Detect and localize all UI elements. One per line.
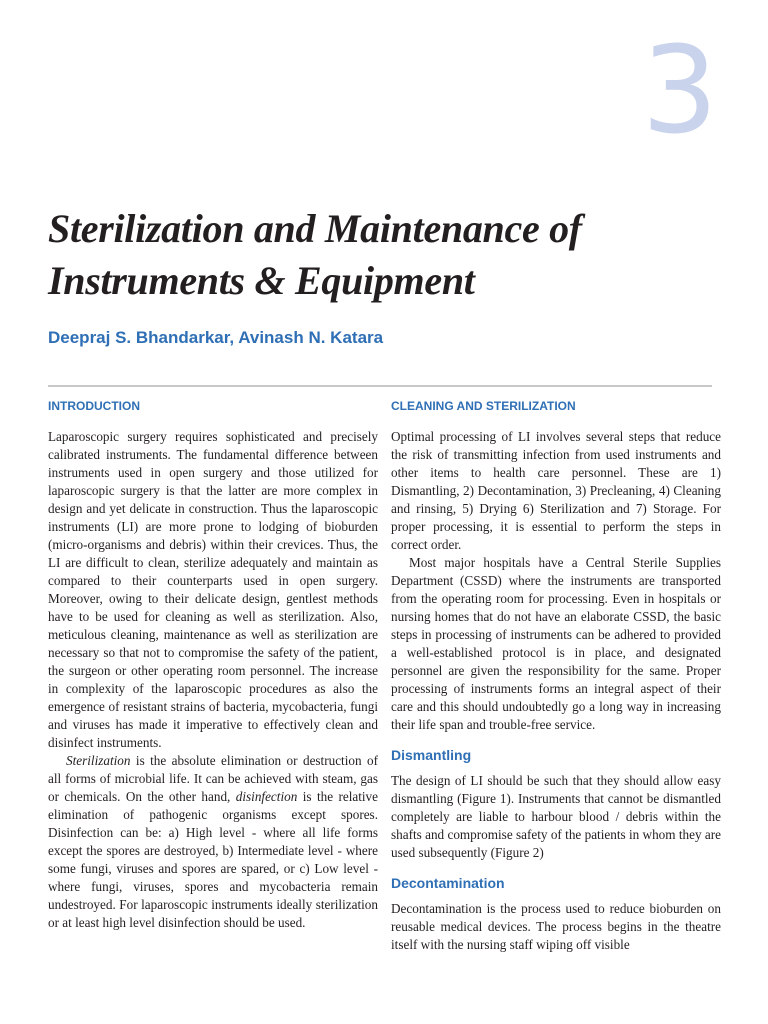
decontamination-paragraph: Decontamination is the process used to reduce bioburden on reusable medical devices. The process begins in the theatre itself with the nursing staff wiping off visible: [391, 901, 721, 952]
subheading-dismantling: Dismantling: [391, 747, 472, 763]
section-heading-cleaning: CLEANING AND STERILIZATION: [391, 399, 576, 413]
authors: Deepraj S. Bhandarkar, Avinash N. Katara: [48, 328, 384, 347]
intro-paragraph-1: Laparoscopic surgery requires sophisticated and precisely calibrated instruments. The fundamental difference between instruments used in open surgery and those utilized for laparoscopic surgery is that the latter are more complex in design and yet delicate in construction. Thus the laparoscopic instruments (LI) are more prone to lodging of bioburden (micro-organisms and debris) within their crevices. Thus, the LI are difficult to clean, sterilize adequately and maintain as compared to their counterparts used in open surgery. Moreover, owing to their delicate design, gentlest methods have to be used for cleaning as well as sterilization. Also, meticulous cleaning, maintenance as well as sterilization are necessary so that not to compromise the safety of the patient, the surgeon or other operating room personnel. The increase in complexity of the laparoscopic procedures as also the emergence of resistant strains of bacteria, mycobacteria, fungi and viruses has made it imperative to effectively clean and disinfect instruments.: [48, 429, 378, 750]
title-line-2: Instruments & Equipment: [48, 258, 475, 303]
dismantling-paragraph: The design of LI should be such that they should allow easy dismantling (Figure 1). Instruments that cannot be dismantled completely are liable to harbour blood / debris within the shafts and compromise safety of the patients in whom they are used subsequently (Figure 2): [391, 773, 721, 860]
section-heading-introduction: INTRODUCTION: [48, 399, 140, 413]
chapter-number: 3: [641, 22, 718, 161]
right-column: [391, 398, 721, 954]
subheading-decontamination: Decontamination: [391, 875, 505, 891]
chapter-title: [48, 203, 738, 307]
term-disinfection: disinfection: [235, 789, 298, 804]
term-sterilization: Sterilization: [66, 753, 131, 768]
intro-paragraph-2-text-b: is the relative elimination of pathogenic organisms except spores. Disinfection can be: a) High level - where all life forms except the spores are destroyed, b) Intermediate level - where some fungi, viruses and spores are spared, or c) Low level - where fungi, viruses, spores and mycobacteria remain undestroyed. For laparoscopic instruments ideally sterilization or at least high level disinfection should be used.: [48, 789, 379, 930]
left-column: [48, 398, 378, 932]
intro-paragraph-2-text-a: is the absolute elimination or destruction of all forms of microbial life. It can be achieved with steam, gas or chemicals. On the other hand,: [48, 753, 378, 804]
cleaning-paragraph-1: Optimal processing of LI involves several steps that reduce the risk of transmitting infection from used instruments and other items to health care personnel. These are 1) Dismantling, 2) Decontamination, 3) Precleaning, 4) Cleaning and rinsing, 5) Drying 6) Sterilization and 7) Storage. For proper processing, it is essential to perform the steps in correct order.: [391, 429, 721, 552]
title-line-1: Sterilization and Maintenance of: [48, 206, 582, 251]
divider-rule: [48, 385, 712, 387]
intro-paragraph-2: [48, 752, 378, 932]
cleaning-paragraph-2: Most major hospitals have a Central Sterile Supplies Department (CSSD) where the instruments are transported from the operating room for processing. Even in hospitals or nursing homes that do not have an elaborate CSSD, the basic steps in processing of instruments can be adhered to provided a well-established protocol is in place, and designated personnel are given the responsibility for the same. Proper processing of instruments forms an integral aspect of their care and this should undoubtedly go a long way in increasing their life span and trouble-free service.: [391, 555, 721, 732]
